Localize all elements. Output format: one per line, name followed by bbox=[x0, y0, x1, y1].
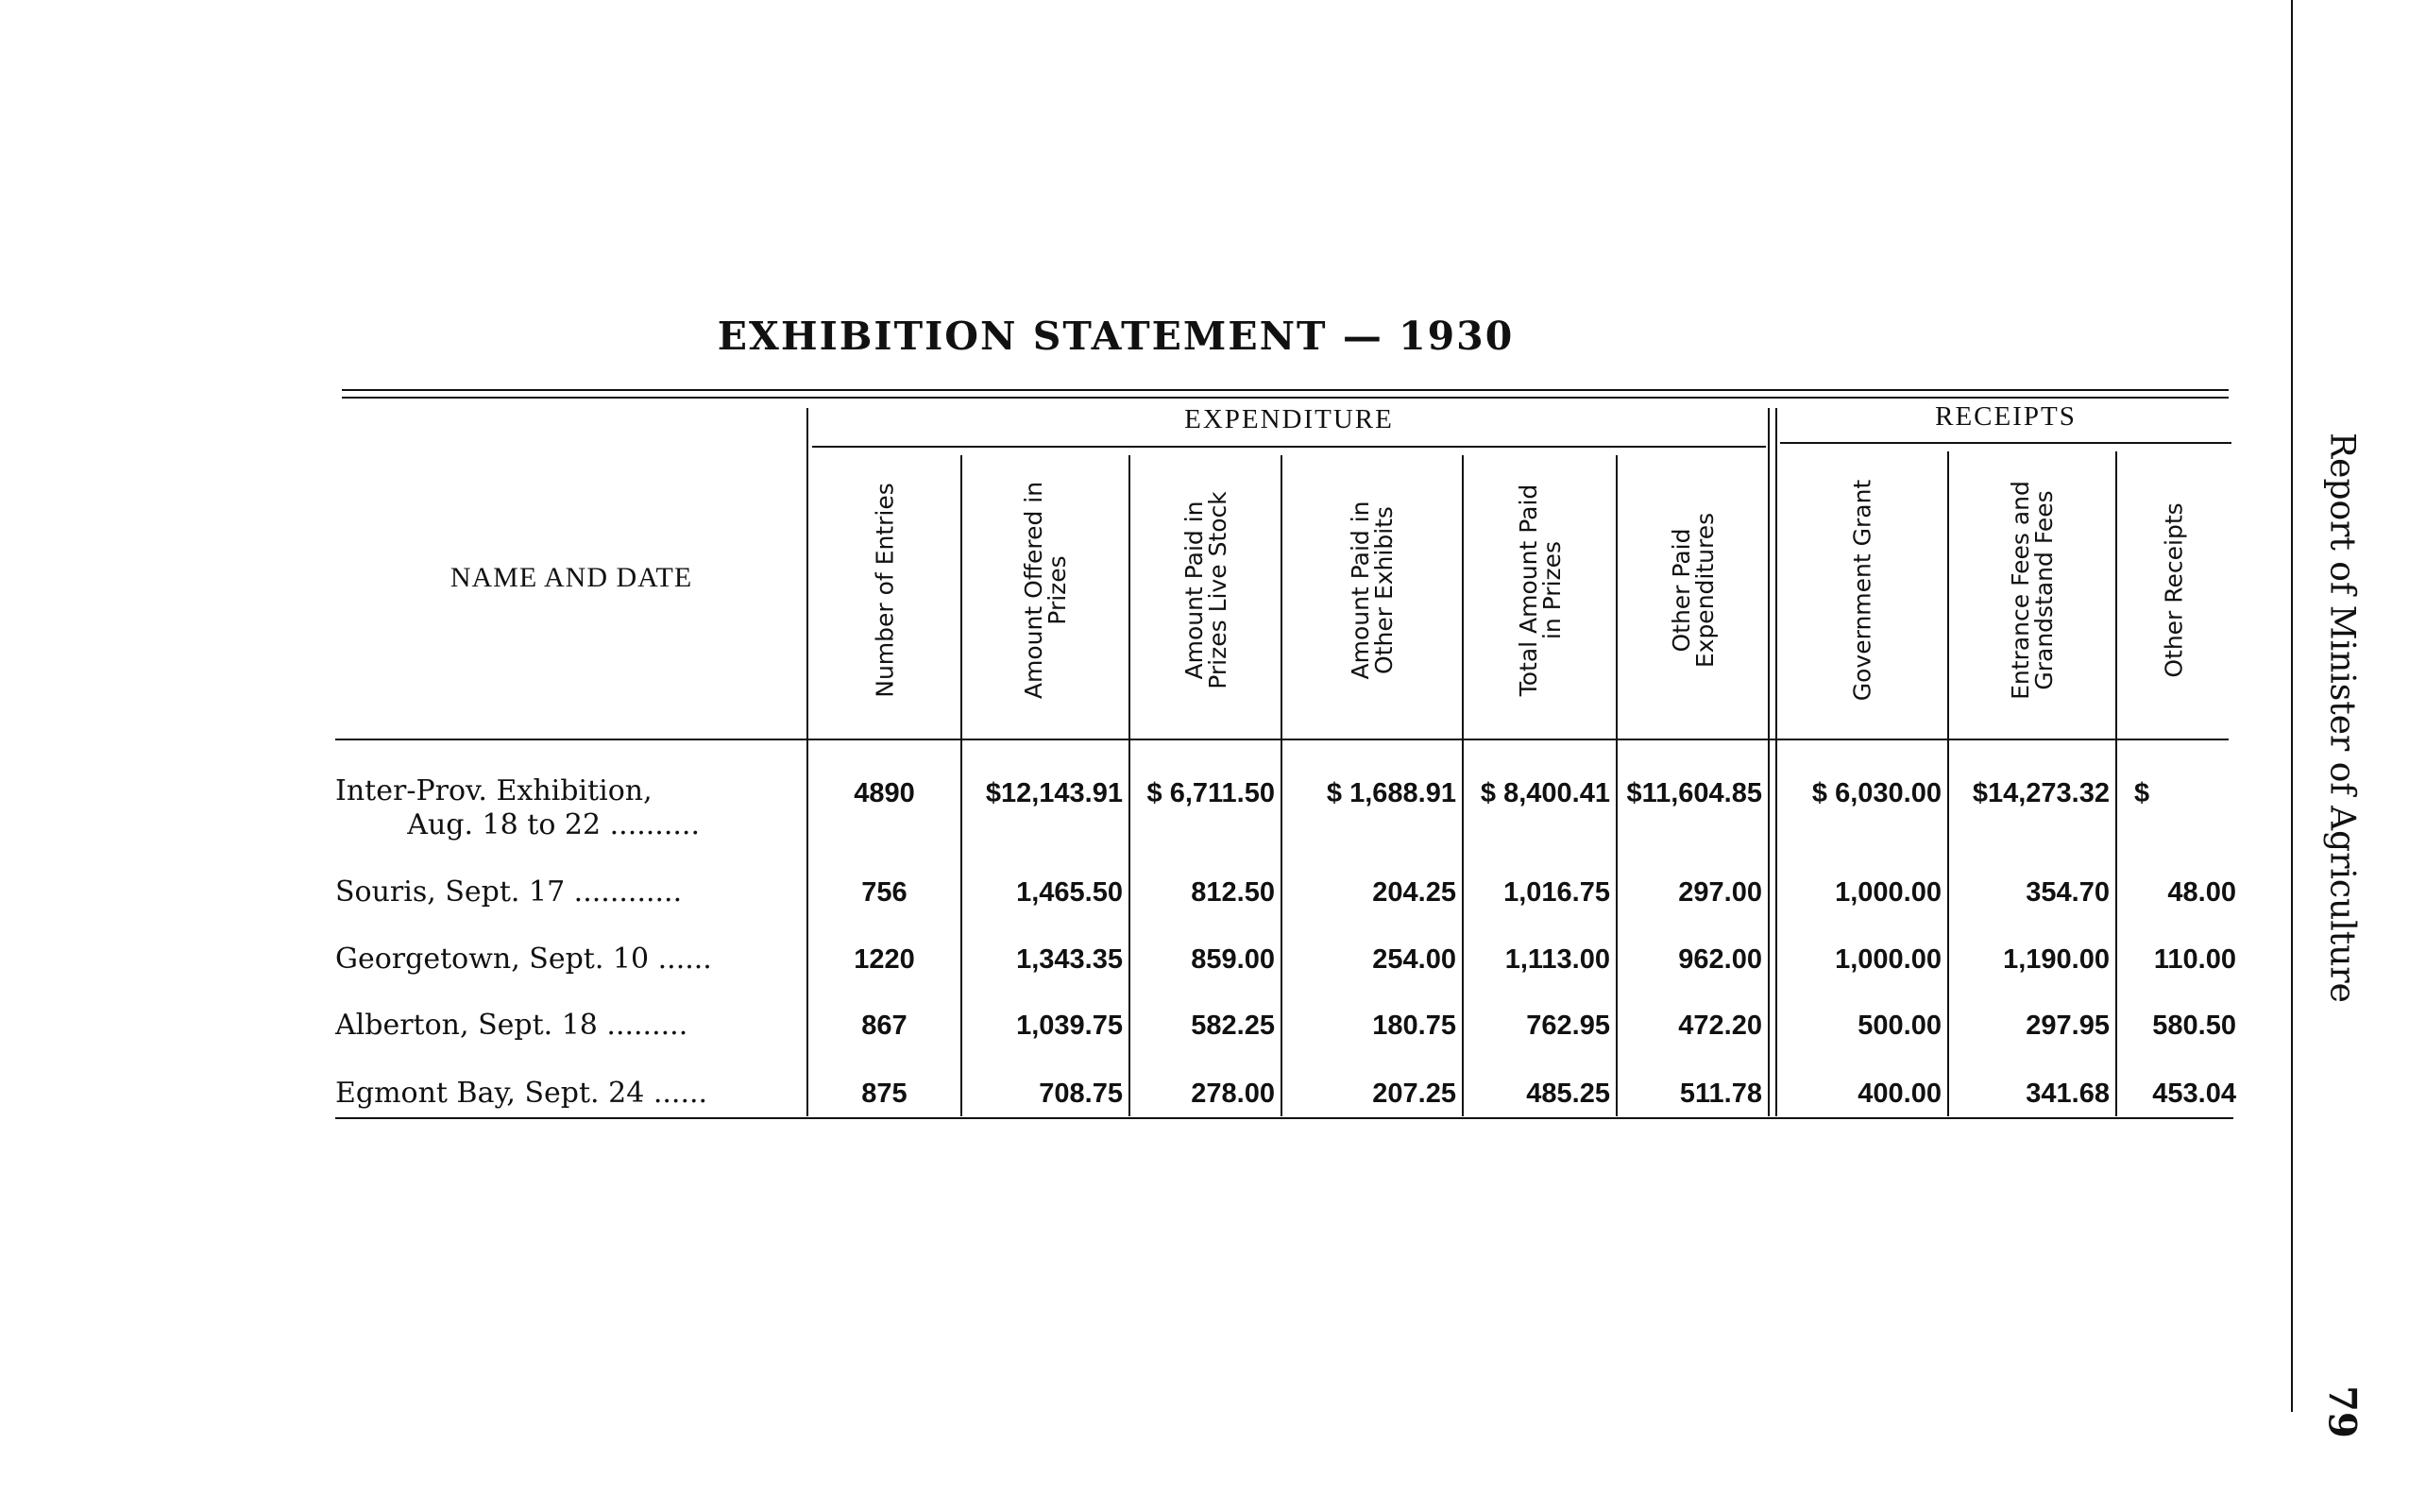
running-header bbox=[2304, 382, 2380, 1053]
name-and-date-header: NAME AND DATE bbox=[450, 562, 693, 593]
table-cell: 580.50 bbox=[2152, 1011, 2236, 1041]
table-top-rule bbox=[342, 389, 2229, 391]
page-number-text: 79 bbox=[2319, 1385, 2365, 1438]
column-header bbox=[1949, 458, 2115, 722]
table-cell: 485.25 bbox=[1526, 1079, 1610, 1109]
column-header-label: Other Receipts bbox=[2160, 502, 2188, 678]
margin-rule bbox=[2291, 0, 2293, 1412]
table-cell: $ 1,688.91 bbox=[1326, 778, 1456, 808]
column-header-label: Entrance Fees and Grandstand Fees bbox=[2007, 481, 2058, 700]
table-cell: 1220 bbox=[854, 944, 915, 975]
table-cell: $11,604.85 bbox=[1626, 778, 1762, 808]
table-cell: 1,016.75 bbox=[1503, 877, 1610, 908]
column-header-label: Number of Entries bbox=[871, 483, 898, 698]
expenditure-underline bbox=[812, 446, 1766, 448]
table-cell: 1,465.50 bbox=[1016, 877, 1123, 908]
page-title: EXHIBITION STATEMENT — 1930 bbox=[717, 314, 1515, 359]
column-header-label: Amount Offered in Prizes bbox=[1020, 481, 1071, 700]
column-header bbox=[1130, 458, 1281, 722]
row-name: Alberton, Sept. 18 ......... bbox=[335, 1009, 688, 1042]
row-name: Georgetown, Sept. 10 ...... bbox=[335, 943, 712, 976]
table-cell: 708.75 bbox=[1039, 1079, 1123, 1109]
receipts-label: RECEIPTS bbox=[1935, 401, 2077, 432]
page-number bbox=[2304, 1374, 2380, 1450]
table-cell: 962.00 bbox=[1678, 944, 1762, 975]
table-cell: 762.95 bbox=[1526, 1011, 1610, 1041]
table-cell: 1,000.00 bbox=[1835, 877, 1942, 908]
column-header bbox=[2117, 458, 2231, 722]
column-header bbox=[1618, 458, 1768, 722]
table-top-rule-inner bbox=[342, 397, 2229, 399]
table-cell: 867 bbox=[861, 1011, 908, 1041]
table-cell: 1,000.00 bbox=[1835, 944, 1942, 975]
table-cell: 297.00 bbox=[1678, 877, 1762, 908]
table-cell: 1,113.00 bbox=[1504, 944, 1610, 975]
table-cell: 511.78 bbox=[1679, 1079, 1762, 1109]
table-cell: 500.00 bbox=[1858, 1011, 1942, 1041]
column-header bbox=[1464, 458, 1616, 722]
table-cell: 207.25 bbox=[1372, 1079, 1456, 1109]
running-header-text: Report of Minister of Agriculture bbox=[2322, 433, 2362, 1003]
table-cell: $ 8,400.41 bbox=[1480, 778, 1610, 808]
table-cell: 453.04 bbox=[2152, 1079, 2236, 1109]
section-divider bbox=[1768, 408, 1770, 1116]
table-cell: 582.25 bbox=[1191, 1011, 1275, 1041]
table-cell: $12,143.91 bbox=[985, 778, 1123, 808]
table-cell: 472.20 bbox=[1678, 1011, 1762, 1041]
table-cell: 4890 bbox=[854, 778, 915, 808]
table-cell: $ 6,030.00 bbox=[1811, 778, 1942, 808]
receipts-underline bbox=[1780, 442, 2231, 444]
table-cell: 1,039.75 bbox=[1016, 1011, 1123, 1041]
table-cell: 875 bbox=[861, 1079, 908, 1109]
table-cell: 812.50 bbox=[1191, 877, 1275, 908]
column-header bbox=[962, 458, 1128, 722]
table-cell: $14,273.32 bbox=[1972, 778, 2110, 808]
column-header-label: Total Amount Paid in Prizes bbox=[1514, 484, 1566, 697]
column-header-label: Other Paid Expenditures bbox=[1667, 512, 1719, 669]
table-bottom-rule bbox=[335, 1117, 2233, 1119]
table-cell: 204.25 bbox=[1372, 877, 1456, 908]
row-name: Inter-Prov. Exhibition, Aug. 18 to 22 .......... bbox=[335, 774, 700, 841]
table-cell: 354.70 bbox=[2026, 877, 2110, 908]
table-cell: 341.68 bbox=[2026, 1079, 2110, 1109]
table-cell: 48.00 bbox=[2167, 877, 2236, 908]
table-cell: 278.00 bbox=[1191, 1079, 1275, 1109]
table-cell: 110.00 bbox=[2153, 944, 2236, 975]
row-name: Egmont Bay, Sept. 24 ...... bbox=[335, 1077, 708, 1110]
table-cell: $ bbox=[2134, 778, 2150, 808]
column-header-label: Amount Paid in Prizes Live Stock bbox=[1179, 491, 1231, 689]
table-cell: 297.95 bbox=[2026, 1011, 2110, 1041]
table-cell: 1,343.35 bbox=[1016, 944, 1123, 975]
table-cell: 756 bbox=[861, 877, 908, 908]
column-header-label: Government Grant bbox=[1848, 479, 1876, 702]
column-header bbox=[1282, 458, 1462, 722]
table-cell: 859.00 bbox=[1191, 944, 1275, 975]
table-cell: 1,190.00 bbox=[2003, 944, 2110, 975]
expenditure-label: EXPENDITURE bbox=[1184, 404, 1394, 434]
column-header bbox=[1777, 458, 1947, 722]
row-name: Souris, Sept. 17 ............ bbox=[335, 875, 683, 909]
table-cell: $ 6,711.50 bbox=[1146, 778, 1275, 808]
column-header-label: Amount Paid in Other Exhibits bbox=[1347, 501, 1398, 680]
table-cell: 180.75 bbox=[1372, 1011, 1456, 1041]
table-cell: 254.00 bbox=[1372, 944, 1456, 975]
table-cell: 400.00 bbox=[1858, 1079, 1942, 1109]
column-header bbox=[808, 458, 960, 722]
